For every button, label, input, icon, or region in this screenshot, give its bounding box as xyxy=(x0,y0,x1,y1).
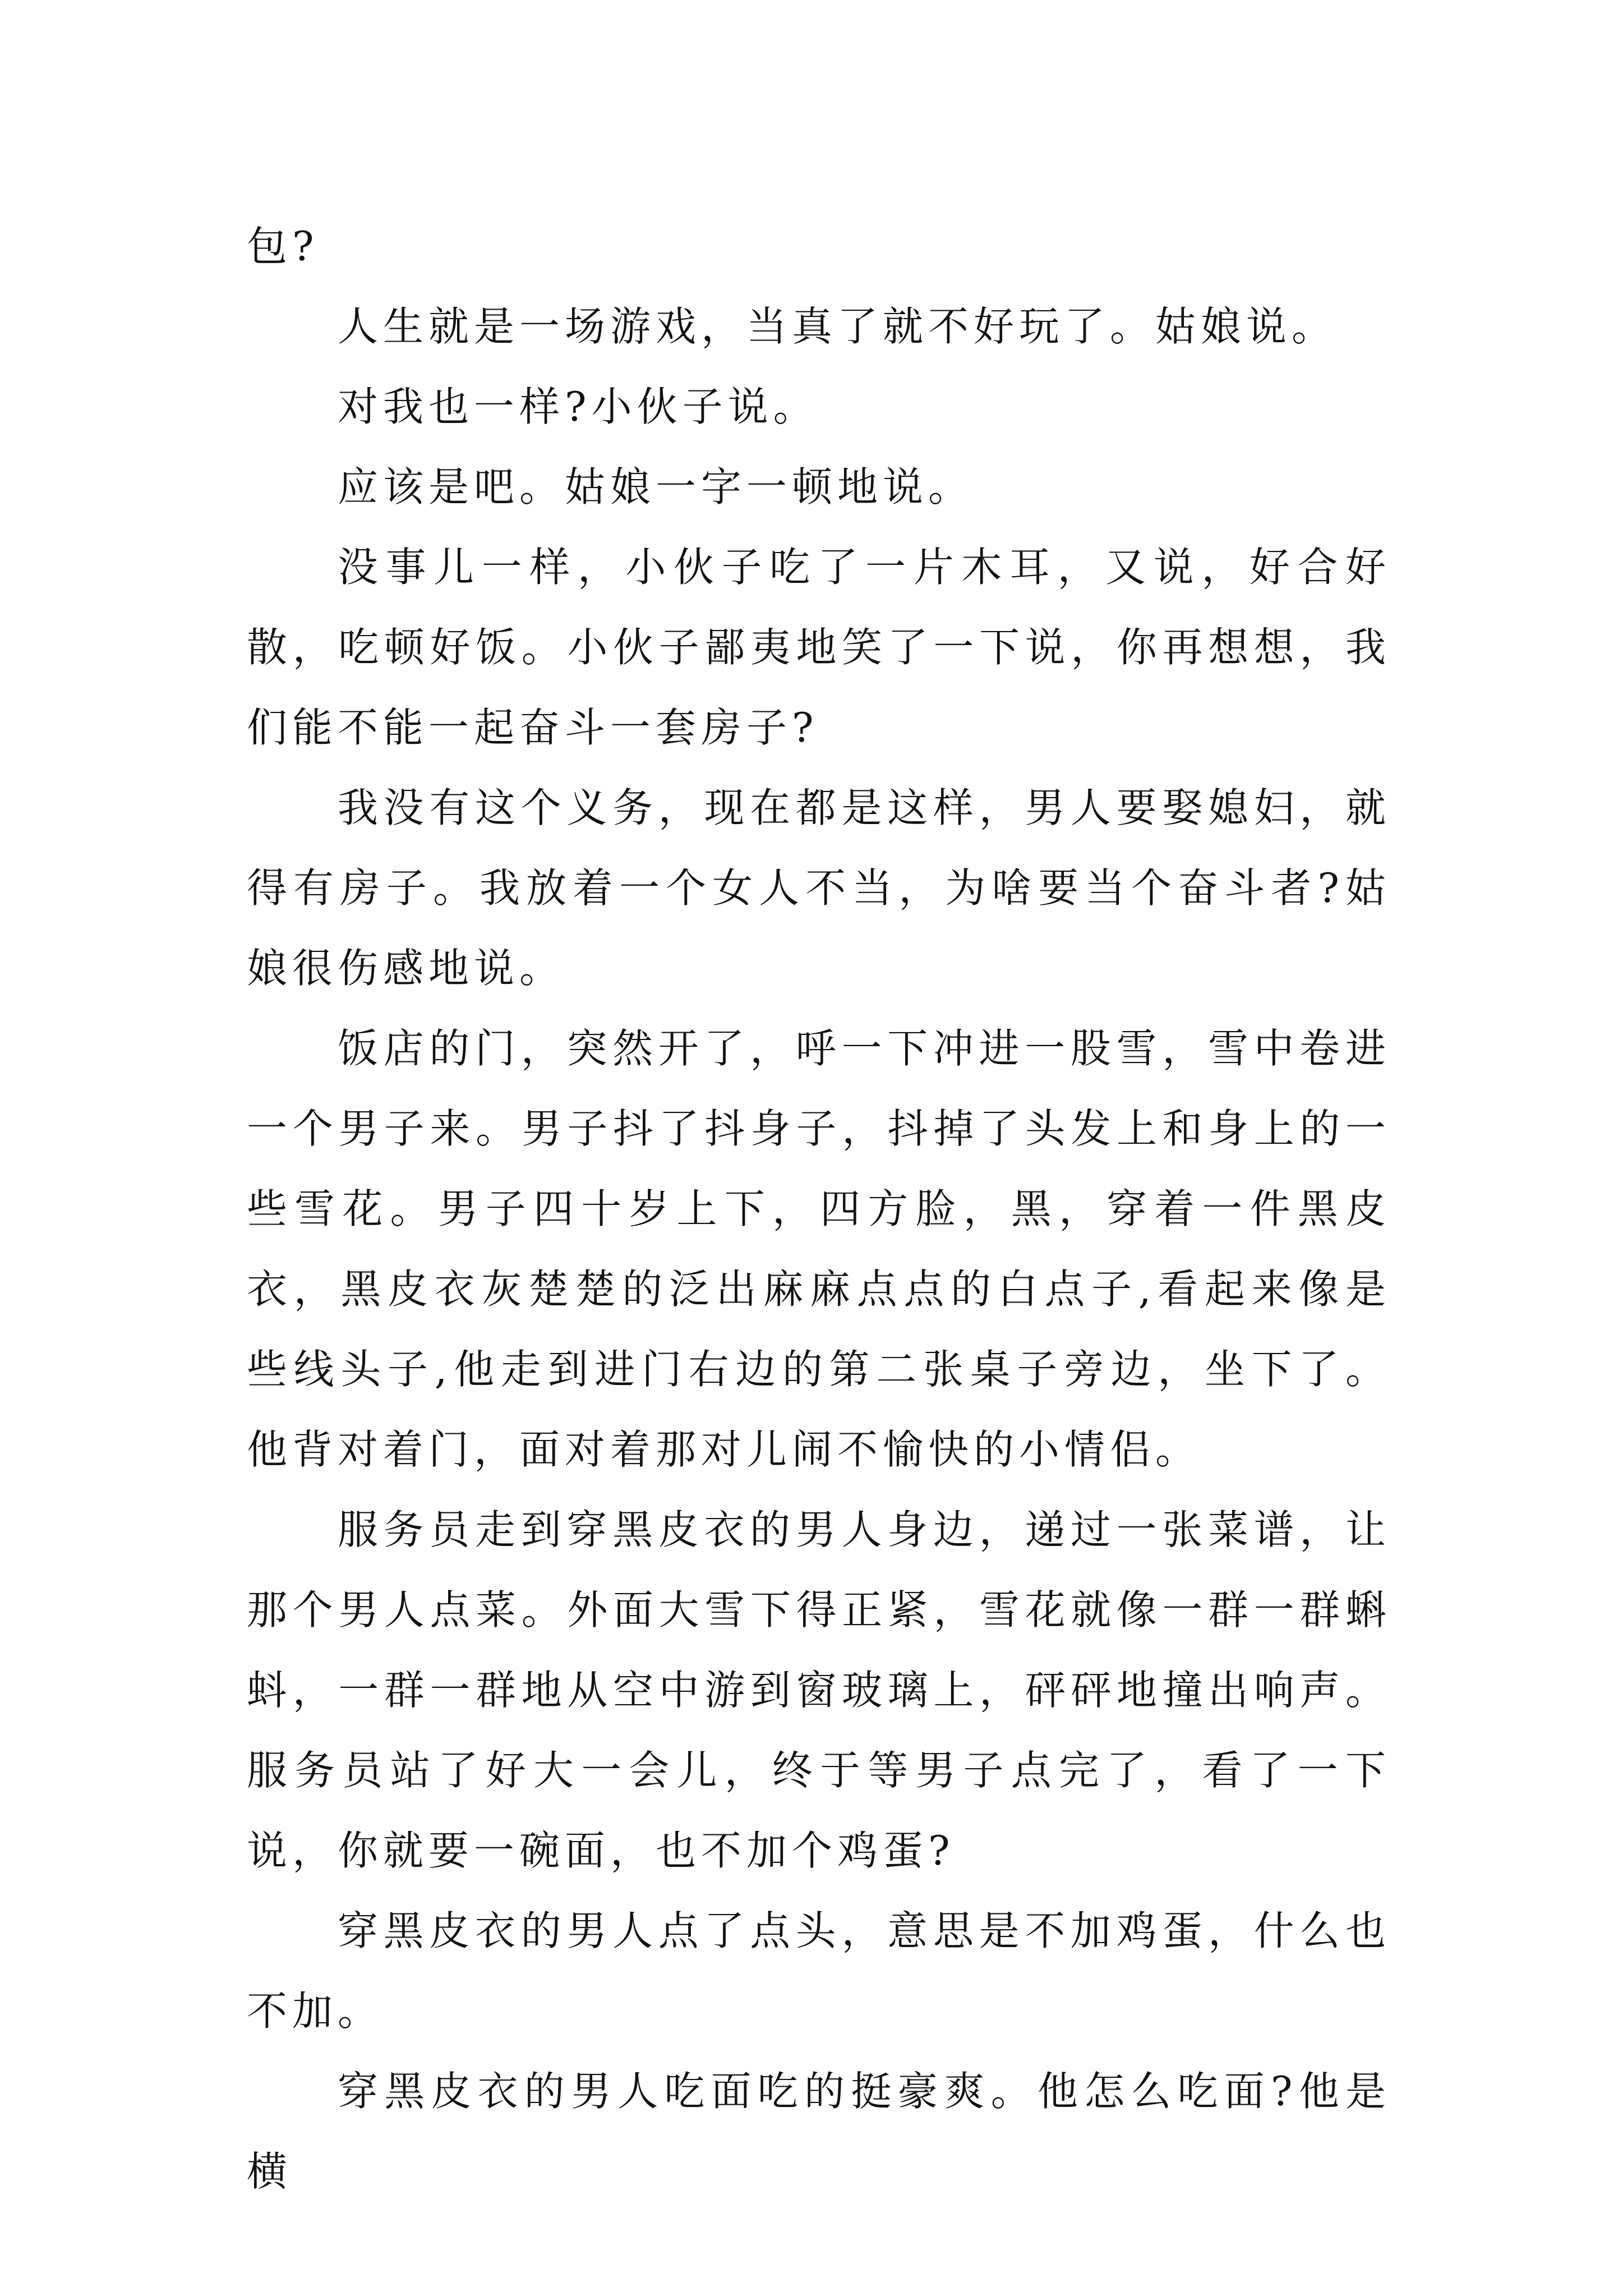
paragraph: 对我也一样?小伙子说。 xyxy=(338,383,819,430)
paragraph: 饭店的门，突然开了，呼一下冲进一股雪，雪中卷进一个男子来。男子抖了抖身子，抖掉了头发上和身上的一些雪花。男子四十岁上下，四方脸，黑，穿着一件黑皮衣，黑皮衣灰楚楚的泛出麻麻点点的白点子,看起来像是些线头子,他走到进门右边的第二张桌子旁边，坐下了。他背对着门，面对着那对儿闹不愉快的小情侣。 xyxy=(247,1025,1391,1473)
paragraph: 没事儿一样，小伙子吃了一片木耳，又说，好合好散，吃顿好饭。小伙子鄙夷地笑了一下说，你再想想，我们能不能一起奋斗一套房子? xyxy=(247,544,1391,751)
paragraph: 穿黑皮衣的男人点了点头，意思是不加鸡蛋，什么也不加。 xyxy=(247,1907,1391,2035)
paragraph: 人生就是一场游戏，当真了就不好玩了。姑娘说。 xyxy=(338,303,1338,350)
paragraph-continuation: 包? xyxy=(247,223,319,270)
paragraph: 服务员走到穿黑皮衣的男人身边，递过一张菜谱，让那个男人点菜。外面大雪下得正紧，雪花就像一群一群蝌蚪，一群一群地从空中游到窗玻璃上，砰砰地撞出响声。服务员站了好大一会儿，终于等男子点完了，看了一下说，你就要一碗面，也不加个鸡蛋? xyxy=(247,1506,1391,1874)
paragraph: 我没有这个义务，现在都是这样，男人要娶媳妇，就得有房子。我放着一个女人不当，为啥要当个奋斗者?姑娘很伤感地说。 xyxy=(247,784,1391,992)
paragraph: 应该是吧。姑娘一字一顿地说。 xyxy=(338,463,974,510)
paragraph: 穿黑皮衣的男人吃面吃的挺豪爽。他怎么吃面?他是横 xyxy=(247,2068,1391,2195)
document-body xyxy=(247,206,1391,2212)
